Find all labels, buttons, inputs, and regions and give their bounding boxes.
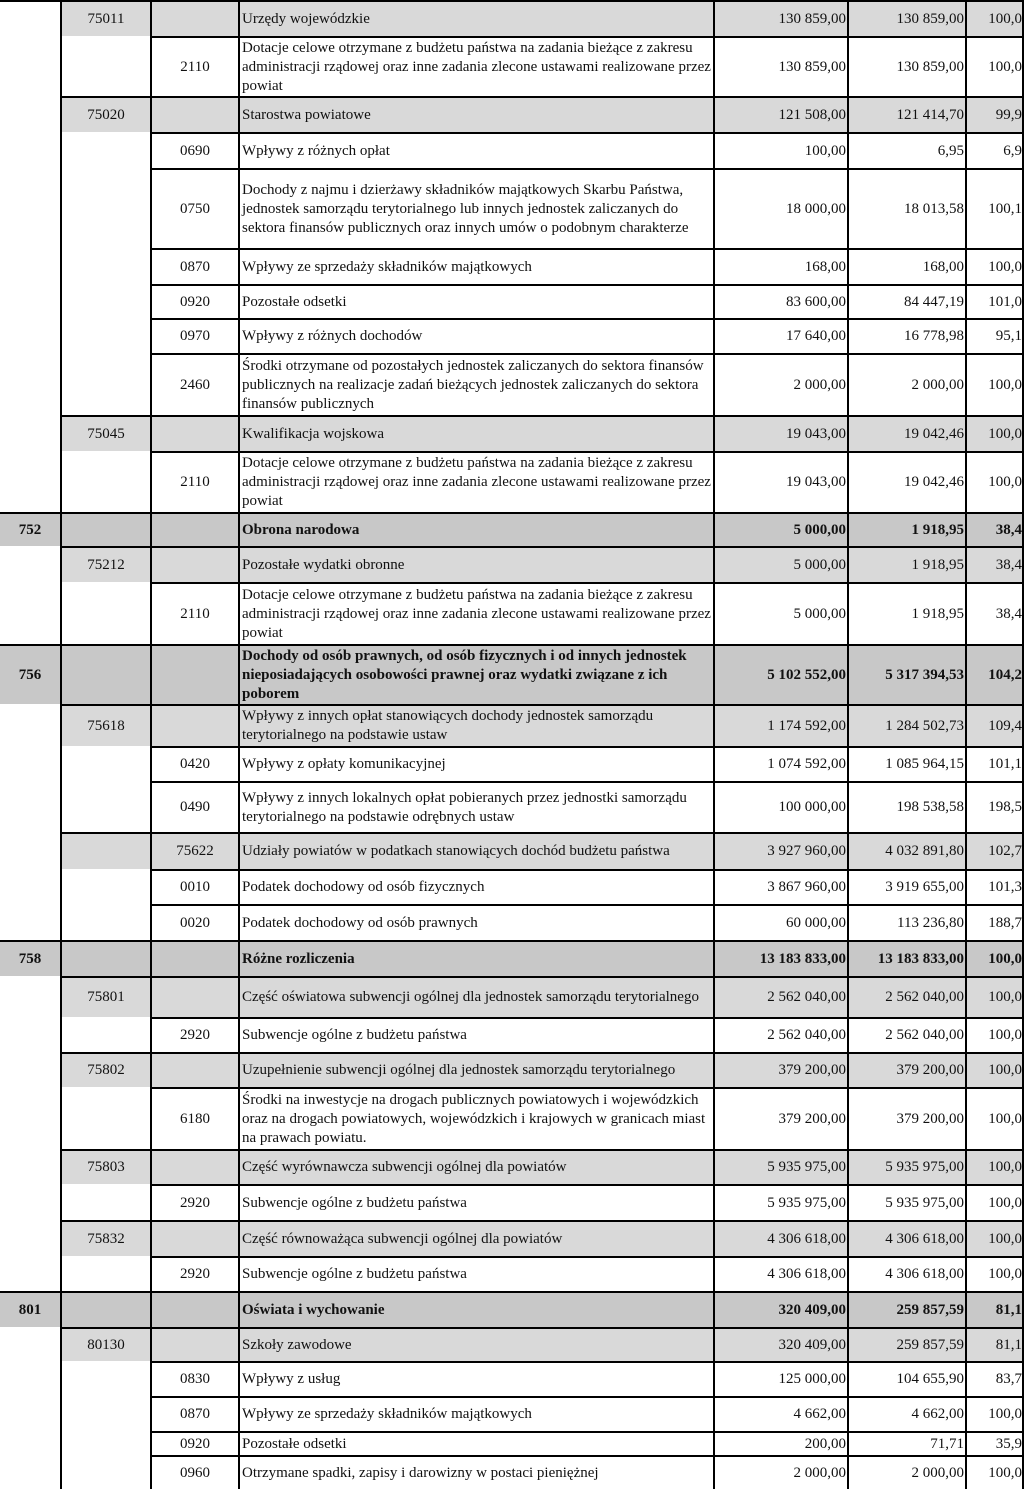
rozdzial-cell xyxy=(60,318,150,353)
wykonanie-cell: 2 562 040,00 xyxy=(847,976,965,1017)
paragraf-cell: 2920 xyxy=(150,1256,238,1291)
procent-cell: 38,4 xyxy=(965,512,1024,546)
paragraf-cell xyxy=(150,1291,238,1327)
dzial-cell xyxy=(0,415,60,451)
procent-cell: 100,0 xyxy=(965,1149,1024,1184)
wykonanie-cell: 4 662,00 xyxy=(847,1396,965,1431)
procent-cell: 109,4 xyxy=(965,704,1024,746)
name-cell: Wpływy z innych lokalnych opłat pobieranych przez jednostki samorządu terytorialnego na podstawie odrębnych ustaw xyxy=(238,781,713,832)
paragraf-row xyxy=(0,1455,1024,1489)
plan-cell: 19 043,00 xyxy=(713,451,847,512)
wykonanie-cell: 168,00 xyxy=(847,248,965,284)
name-cell: Otrzymane spadki, zapisy i darowizny w postaci pieniężnej xyxy=(238,1455,713,1489)
paragraf-row xyxy=(0,1431,1024,1455)
rozdzial-cell: 75212 xyxy=(60,546,150,582)
wykonanie-cell: 130 859,00 xyxy=(847,36,965,96)
dzial-cell xyxy=(0,36,60,96)
dzial-cell xyxy=(0,0,60,36)
dzial-cell xyxy=(0,318,60,353)
name-cell: Starostwa powiatowe xyxy=(238,96,713,132)
wykonanie-cell: 104 655,90 xyxy=(847,1361,965,1396)
rozdzial-cell: 75020 xyxy=(60,96,150,132)
procent-cell: 100,0 xyxy=(965,451,1024,512)
rozdzial-cell: 75011 xyxy=(60,0,150,36)
dzial-cell xyxy=(0,1431,60,1455)
procent-cell: 6,9 xyxy=(965,132,1024,168)
rozdzial-cell xyxy=(60,451,150,512)
procent-cell: 100,0 xyxy=(965,1396,1024,1431)
dzial-cell xyxy=(0,284,60,318)
name-cell: Wpływy ze sprzedaży składników majątkowych xyxy=(238,248,713,284)
rozdzial-row xyxy=(0,1220,1024,1256)
name-cell: Dotacje celowe otrzymane z budżetu państwa na zadania bieżące z zakresu administracji rządowej oraz inne zadania zlecone ustawami realizowane przez powiat xyxy=(238,582,713,644)
procent-cell: 100,1 xyxy=(965,168,1024,248)
paragraf-cell: 2920 xyxy=(150,1184,238,1220)
wykonanie-cell: 379 200,00 xyxy=(847,1052,965,1087)
name-cell: Subwencje ogólne z budżetu państwa xyxy=(238,1017,713,1052)
dzial-cell: 752 xyxy=(0,512,60,546)
rozdzial-cell: 75045 xyxy=(60,415,150,451)
paragraf-row xyxy=(0,36,1024,96)
procent-cell: 100,0 xyxy=(965,1017,1024,1052)
wykonanie-cell: 1 918,95 xyxy=(847,512,965,546)
plan-cell: 4 662,00 xyxy=(713,1396,847,1431)
dzial-cell: 758 xyxy=(0,940,60,976)
paragraf-cell xyxy=(150,96,238,132)
paragraf-row xyxy=(0,451,1024,512)
plan-cell: 5 935 975,00 xyxy=(713,1184,847,1220)
rozdzial-row xyxy=(0,1052,1024,1087)
name-cell: Wpływy z opłaty komunikacyjnej xyxy=(238,746,713,781)
paragraf-cell: 2460 xyxy=(150,353,238,415)
rozdzial-cell xyxy=(60,1361,150,1396)
rozdzial-row xyxy=(0,704,1024,746)
paragraf-row xyxy=(0,1087,1024,1149)
procent-cell: 100,0 xyxy=(965,353,1024,415)
wykonanie-cell: 19 042,46 xyxy=(847,415,965,451)
rozdzial-cell: 75801 xyxy=(60,976,150,1017)
paragraf-row xyxy=(0,781,1024,832)
name-cell: Podatek dochodowy od osób fizycznych xyxy=(238,869,713,904)
plan-cell: 2 000,00 xyxy=(713,1455,847,1489)
dzial-cell xyxy=(0,582,60,644)
plan-cell: 379 200,00 xyxy=(713,1087,847,1149)
paragraf-row xyxy=(0,746,1024,781)
procent-cell: 100,0 xyxy=(965,1184,1024,1220)
paragraf-cell: 0490 xyxy=(150,781,238,832)
paragraf-row xyxy=(0,318,1024,353)
wykonanie-cell: 2 000,00 xyxy=(847,353,965,415)
dzial-row xyxy=(0,1291,1024,1327)
paragraf-cell: 0690 xyxy=(150,132,238,168)
rozdzial-row xyxy=(0,1149,1024,1184)
procent-cell: 38,4 xyxy=(965,582,1024,644)
name-cell: Część wyrównawcza subwencji ogólnej dla powiatów xyxy=(238,1149,713,1184)
name-cell: Wpływy ze sprzedaży składników majątkowych xyxy=(238,1396,713,1431)
rozdzial-cell: 75802 xyxy=(60,1052,150,1087)
plan-cell: 5 000,00 xyxy=(713,512,847,546)
rozdzial-cell xyxy=(60,1017,150,1052)
paragraf-cell: 6180 xyxy=(150,1087,238,1149)
rozdzial-cell xyxy=(60,1396,150,1431)
paragraf-cell xyxy=(150,1052,238,1087)
dzial-cell xyxy=(0,353,60,415)
paragraf-cell: 2920 xyxy=(150,1017,238,1052)
wykonanie-cell: 5 935 975,00 xyxy=(847,1149,965,1184)
plan-cell: 3 867 960,00 xyxy=(713,869,847,904)
paragraf-cell xyxy=(150,644,238,704)
name-cell: Pozostałe wydatki obronne xyxy=(238,546,713,582)
rozdzial-cell: 75803 xyxy=(60,1149,150,1184)
name-cell: Dochody z najmu i dzierżawy składników majątkowych Skarbu Państwa, jednostek samorządu terytorialnego lub innych jednostek zaliczanych do sektora finansów publicznych oraz innych umów o podobnym charakterze xyxy=(238,168,713,248)
procent-cell: 35,9 xyxy=(965,1431,1024,1455)
procent-cell: 81,1 xyxy=(965,1291,1024,1327)
dzial-cell xyxy=(0,248,60,284)
paragraf-cell xyxy=(150,546,238,582)
dzial-cell xyxy=(0,1396,60,1431)
plan-cell: 5 000,00 xyxy=(713,582,847,644)
rozdzial-cell xyxy=(60,904,150,940)
paragraf-cell xyxy=(150,704,238,746)
plan-cell: 2 562 040,00 xyxy=(713,976,847,1017)
rozdzial-cell xyxy=(60,284,150,318)
rozdzial-row xyxy=(0,976,1024,1017)
dzial-cell xyxy=(0,1017,60,1052)
dzial-cell xyxy=(0,451,60,512)
dzial-row xyxy=(0,644,1024,704)
dzial-cell xyxy=(0,1455,60,1489)
rozdzial-cell: 80130 xyxy=(60,1327,150,1361)
rozdzial-cell xyxy=(60,582,150,644)
rozdzial-cell: 75618 xyxy=(60,704,150,746)
rozdzial-cell xyxy=(60,248,150,284)
name-cell: Obrona narodowa xyxy=(238,512,713,546)
paragraf-cell: 0750 xyxy=(150,168,238,248)
procent-cell: 100,0 xyxy=(965,1052,1024,1087)
wykonanie-cell: 1 284 502,73 xyxy=(847,704,965,746)
rozdzial-cell xyxy=(60,644,150,704)
dzial-cell: 801 xyxy=(0,1291,60,1327)
name-cell: Szkoły zawodowe xyxy=(238,1327,713,1361)
name-cell: Część równoważąca subwencji ogólnej dla powiatów xyxy=(238,1220,713,1256)
rozdzial-cell xyxy=(60,1087,150,1149)
plan-cell: 5 102 552,00 xyxy=(713,644,847,704)
rozdzial-cell xyxy=(60,1455,150,1489)
plan-cell: 83 600,00 xyxy=(713,284,847,318)
procent-cell: 188,7 xyxy=(965,904,1024,940)
rozdzial-cell xyxy=(60,940,150,976)
paragraf-cell: 0970 xyxy=(150,318,238,353)
procent-cell: 100,0 xyxy=(965,0,1024,36)
dzial-cell xyxy=(0,132,60,168)
procent-cell: 100,0 xyxy=(965,36,1024,96)
wykonanie-cell: 130 859,00 xyxy=(847,0,965,36)
paragraf-cell xyxy=(150,415,238,451)
plan-cell: 130 859,00 xyxy=(713,36,847,96)
plan-cell: 168,00 xyxy=(713,248,847,284)
dzial-row xyxy=(0,940,1024,976)
procent-cell: 100,0 xyxy=(965,976,1024,1017)
rozdzial-cell xyxy=(60,832,150,869)
dzial-cell xyxy=(0,546,60,582)
rozdzial-row xyxy=(0,1327,1024,1361)
dzial-cell xyxy=(0,1327,60,1361)
dzial-cell xyxy=(0,976,60,1017)
plan-cell: 60 000,00 xyxy=(713,904,847,940)
name-cell: Wpływy z usług xyxy=(238,1361,713,1396)
dzial-cell: 756 xyxy=(0,644,60,704)
dzial-cell xyxy=(0,1149,60,1184)
paragraf-cell xyxy=(150,940,238,976)
paragraf-cell xyxy=(150,976,238,1017)
wykonanie-cell: 2 562 040,00 xyxy=(847,1017,965,1052)
paragraf-row xyxy=(0,1017,1024,1052)
rozdzial-cell xyxy=(60,168,150,248)
rozdzial-cell xyxy=(60,1431,150,1455)
rozdzial-cell xyxy=(60,1291,150,1327)
paragraf-cell: 0870 xyxy=(150,1396,238,1431)
name-cell: Środki na inwestycje na drogach publicznych powiatowych i wojewódzkich oraz na drogach powiatowych, wojewódzkich i krajowych w granicach miast na prawach powiatu. xyxy=(238,1087,713,1149)
wykonanie-cell: 18 013,58 xyxy=(847,168,965,248)
paragraf-row xyxy=(0,582,1024,644)
name-cell: Urzędy wojewódzkie xyxy=(238,0,713,36)
name-cell: Wpływy z innych opłat stanowiących dochody jednostek samorządu terytorialnego na podstawie ustaw xyxy=(238,704,713,746)
name-cell: Pozostałe odsetki xyxy=(238,1431,713,1455)
rozdzial-cell xyxy=(60,132,150,168)
paragraf-cell: 2110 xyxy=(150,582,238,644)
paragraf-row xyxy=(0,1396,1024,1431)
rozdzial-cell xyxy=(60,869,150,904)
procent-cell: 104,2 xyxy=(965,644,1024,704)
dzial-cell xyxy=(0,1220,60,1256)
rozdzial-row xyxy=(0,415,1024,451)
rozdzial-cell xyxy=(60,1256,150,1291)
plan-cell: 125 000,00 xyxy=(713,1361,847,1396)
plan-cell: 2 000,00 xyxy=(713,353,847,415)
wykonanie-cell: 113 236,80 xyxy=(847,904,965,940)
procent-cell: 81,1 xyxy=(965,1327,1024,1361)
paragraf-cell xyxy=(150,1220,238,1256)
procent-cell: 95,1 xyxy=(965,318,1024,353)
name-cell: Podatek dochodowy od osób prawnych xyxy=(238,904,713,940)
paragraf-cell: 75622 xyxy=(150,832,238,869)
rozdzial-cell: 75832 xyxy=(60,1220,150,1256)
wykonanie-cell: 2 000,00 xyxy=(847,1455,965,1489)
paragraf-row xyxy=(0,904,1024,940)
plan-cell: 19 043,00 xyxy=(713,415,847,451)
paragraf-row xyxy=(0,248,1024,284)
wykonanie-cell: 198 538,58 xyxy=(847,781,965,832)
plan-cell: 1 074 592,00 xyxy=(713,746,847,781)
wykonanie-cell: 4 306 618,00 xyxy=(847,1220,965,1256)
plan-cell: 17 640,00 xyxy=(713,318,847,353)
wykonanie-cell: 4 306 618,00 xyxy=(847,1256,965,1291)
procent-cell: 99,9 xyxy=(965,96,1024,132)
wykonanie-cell: 71,71 xyxy=(847,1431,965,1455)
dzial-cell xyxy=(0,96,60,132)
name-cell: Kwalifikacja wojskowa xyxy=(238,415,713,451)
name-cell: Oświata i wychowanie xyxy=(238,1291,713,1327)
dzial-cell xyxy=(0,746,60,781)
paragraf-row xyxy=(0,1256,1024,1291)
dzial-cell xyxy=(0,704,60,746)
procent-cell: 102,7 xyxy=(965,832,1024,869)
procent-cell: 100,0 xyxy=(965,248,1024,284)
dzial-cell xyxy=(0,1184,60,1220)
wykonanie-cell: 6,95 xyxy=(847,132,965,168)
dzial-cell xyxy=(0,1256,60,1291)
procent-cell: 101,3 xyxy=(965,869,1024,904)
plan-cell: 100 000,00 xyxy=(713,781,847,832)
wykonanie-cell: 5 935 975,00 xyxy=(847,1184,965,1220)
paragraf-cell: 0960 xyxy=(150,1455,238,1489)
plan-cell: 2 562 040,00 xyxy=(713,1017,847,1052)
name-cell: Dotacje celowe otrzymane z budżetu państwa na zadania bieżące z zakresu administracji rządowej oraz inne zadania zlecone ustawami realizowane przez powiat xyxy=(238,451,713,512)
procent-cell: 38,4 xyxy=(965,546,1024,582)
name-cell: Udziały powiatów w podatkach stanowiących dochód budżetu państwa xyxy=(238,832,713,869)
plan-cell: 320 409,00 xyxy=(713,1291,847,1327)
procent-cell: 100,0 xyxy=(965,415,1024,451)
paragraf-row xyxy=(0,869,1024,904)
paragraf-cell: 0920 xyxy=(150,1431,238,1455)
procent-cell: 101,1 xyxy=(965,746,1024,781)
rozdzial-row xyxy=(0,832,1024,869)
wykonanie-cell: 1 918,95 xyxy=(847,546,965,582)
wykonanie-cell: 1 918,95 xyxy=(847,582,965,644)
rozdzial-row xyxy=(0,0,1024,36)
plan-cell: 320 409,00 xyxy=(713,1327,847,1361)
rozdzial-cell xyxy=(60,353,150,415)
paragraf-row xyxy=(0,353,1024,415)
paragraf-cell: 0020 xyxy=(150,904,238,940)
paragraf-cell xyxy=(150,1149,238,1184)
wykonanie-cell: 1 085 964,15 xyxy=(847,746,965,781)
plan-cell: 18 000,00 xyxy=(713,168,847,248)
wykonanie-cell: 19 042,46 xyxy=(847,451,965,512)
paragraf-cell: 0830 xyxy=(150,1361,238,1396)
paragraf-cell xyxy=(150,1327,238,1361)
plan-cell: 379 200,00 xyxy=(713,1052,847,1087)
rozdzial-cell xyxy=(60,512,150,546)
dzial-cell xyxy=(0,832,60,869)
name-cell: Część oświatowa subwencji ogólnej dla jednostek samorządu terytorialnego xyxy=(238,976,713,1017)
rozdzial-cell xyxy=(60,36,150,96)
paragraf-cell: 0920 xyxy=(150,284,238,318)
wykonanie-cell: 3 919 655,00 xyxy=(847,869,965,904)
dzial-cell xyxy=(0,168,60,248)
name-cell: Różne rozliczenia xyxy=(238,940,713,976)
procent-cell: 100,0 xyxy=(965,940,1024,976)
dzial-cell xyxy=(0,1052,60,1087)
name-cell: Pozostałe odsetki xyxy=(238,284,713,318)
procent-cell: 100,0 xyxy=(965,1455,1024,1489)
wykonanie-cell: 4 032 891,80 xyxy=(847,832,965,869)
name-cell: Subwencje ogólne z budżetu państwa xyxy=(238,1256,713,1291)
plan-cell: 5 000,00 xyxy=(713,546,847,582)
wykonanie-cell: 84 447,19 xyxy=(847,284,965,318)
dzial-cell xyxy=(0,869,60,904)
paragraf-cell xyxy=(150,0,238,36)
procent-cell: 100,0 xyxy=(965,1220,1024,1256)
procent-cell: 198,5 xyxy=(965,781,1024,832)
procent-cell: 101,0 xyxy=(965,284,1024,318)
name-cell: Dotacje celowe otrzymane z budżetu państwa na zadania bieżące z zakresu administracji rządowej oraz inne zadania zlecone ustawami realizowane przez powiat xyxy=(238,36,713,96)
wykonanie-cell: 5 317 394,53 xyxy=(847,644,965,704)
name-cell: Wpływy z różnych dochodów xyxy=(238,318,713,353)
dzial-cell xyxy=(0,904,60,940)
wykonanie-cell: 13 183 833,00 xyxy=(847,940,965,976)
plan-cell: 130 859,00 xyxy=(713,0,847,36)
paragraf-cell: 0420 xyxy=(150,746,238,781)
rozdzial-cell xyxy=(60,1184,150,1220)
procent-cell: 100,0 xyxy=(965,1087,1024,1149)
paragraf-row xyxy=(0,168,1024,248)
paragraf-cell: 2110 xyxy=(150,451,238,512)
plan-cell: 5 935 975,00 xyxy=(713,1149,847,1184)
rozdzial-cell xyxy=(60,781,150,832)
paragraf-cell: 2110 xyxy=(150,36,238,96)
plan-cell: 100,00 xyxy=(713,132,847,168)
wykonanie-cell: 259 857,59 xyxy=(847,1291,965,1327)
name-cell: Subwencje ogólne z budżetu państwa xyxy=(238,1184,713,1220)
dzial-cell xyxy=(0,1361,60,1396)
dzial-cell xyxy=(0,781,60,832)
plan-cell: 4 306 618,00 xyxy=(713,1220,847,1256)
dzial-row xyxy=(0,512,1024,546)
rozdzial-cell xyxy=(60,746,150,781)
name-cell: Środki otrzymane od pozostałych jednostek zaliczanych do sektora finansów publicznych na realizacje zadań bieżących jednostek zaliczanych do sektora finansów publicznych xyxy=(238,353,713,415)
name-cell: Wpływy z różnych opłat xyxy=(238,132,713,168)
plan-cell: 121 508,00 xyxy=(713,96,847,132)
paragraf-row xyxy=(0,1184,1024,1220)
paragraf-cell: 0870 xyxy=(150,248,238,284)
paragraf-cell: 0010 xyxy=(150,869,238,904)
paragraf-row xyxy=(0,132,1024,168)
procent-cell: 83,7 xyxy=(965,1361,1024,1396)
wykonanie-cell: 16 778,98 xyxy=(847,318,965,353)
paragraf-row xyxy=(0,284,1024,318)
wykonanie-cell: 259 857,59 xyxy=(847,1327,965,1361)
paragraf-row xyxy=(0,1361,1024,1396)
wykonanie-cell: 121 414,70 xyxy=(847,96,965,132)
wykonanie-cell: 379 200,00 xyxy=(847,1087,965,1149)
name-cell: Uzupełnienie subwencji ogólnej dla jednostek samorządu terytorialnego xyxy=(238,1052,713,1087)
plan-cell: 200,00 xyxy=(713,1431,847,1455)
procent-cell: 100,0 xyxy=(965,1256,1024,1291)
paragraf-cell xyxy=(150,512,238,546)
name-cell: Dochody od osób prawnych, od osób fizycznych i od innych jednostek nieposiadających osobowości prawnej oraz wydatki związane z ich poborem xyxy=(238,644,713,704)
rozdzial-row xyxy=(0,546,1024,582)
dzial-cell xyxy=(0,1087,60,1149)
plan-cell: 4 306 618,00 xyxy=(713,1256,847,1291)
plan-cell: 13 183 833,00 xyxy=(713,940,847,976)
plan-cell: 1 174 592,00 xyxy=(713,704,847,746)
rozdzial-row xyxy=(0,96,1024,132)
plan-cell: 3 927 960,00 xyxy=(713,832,847,869)
